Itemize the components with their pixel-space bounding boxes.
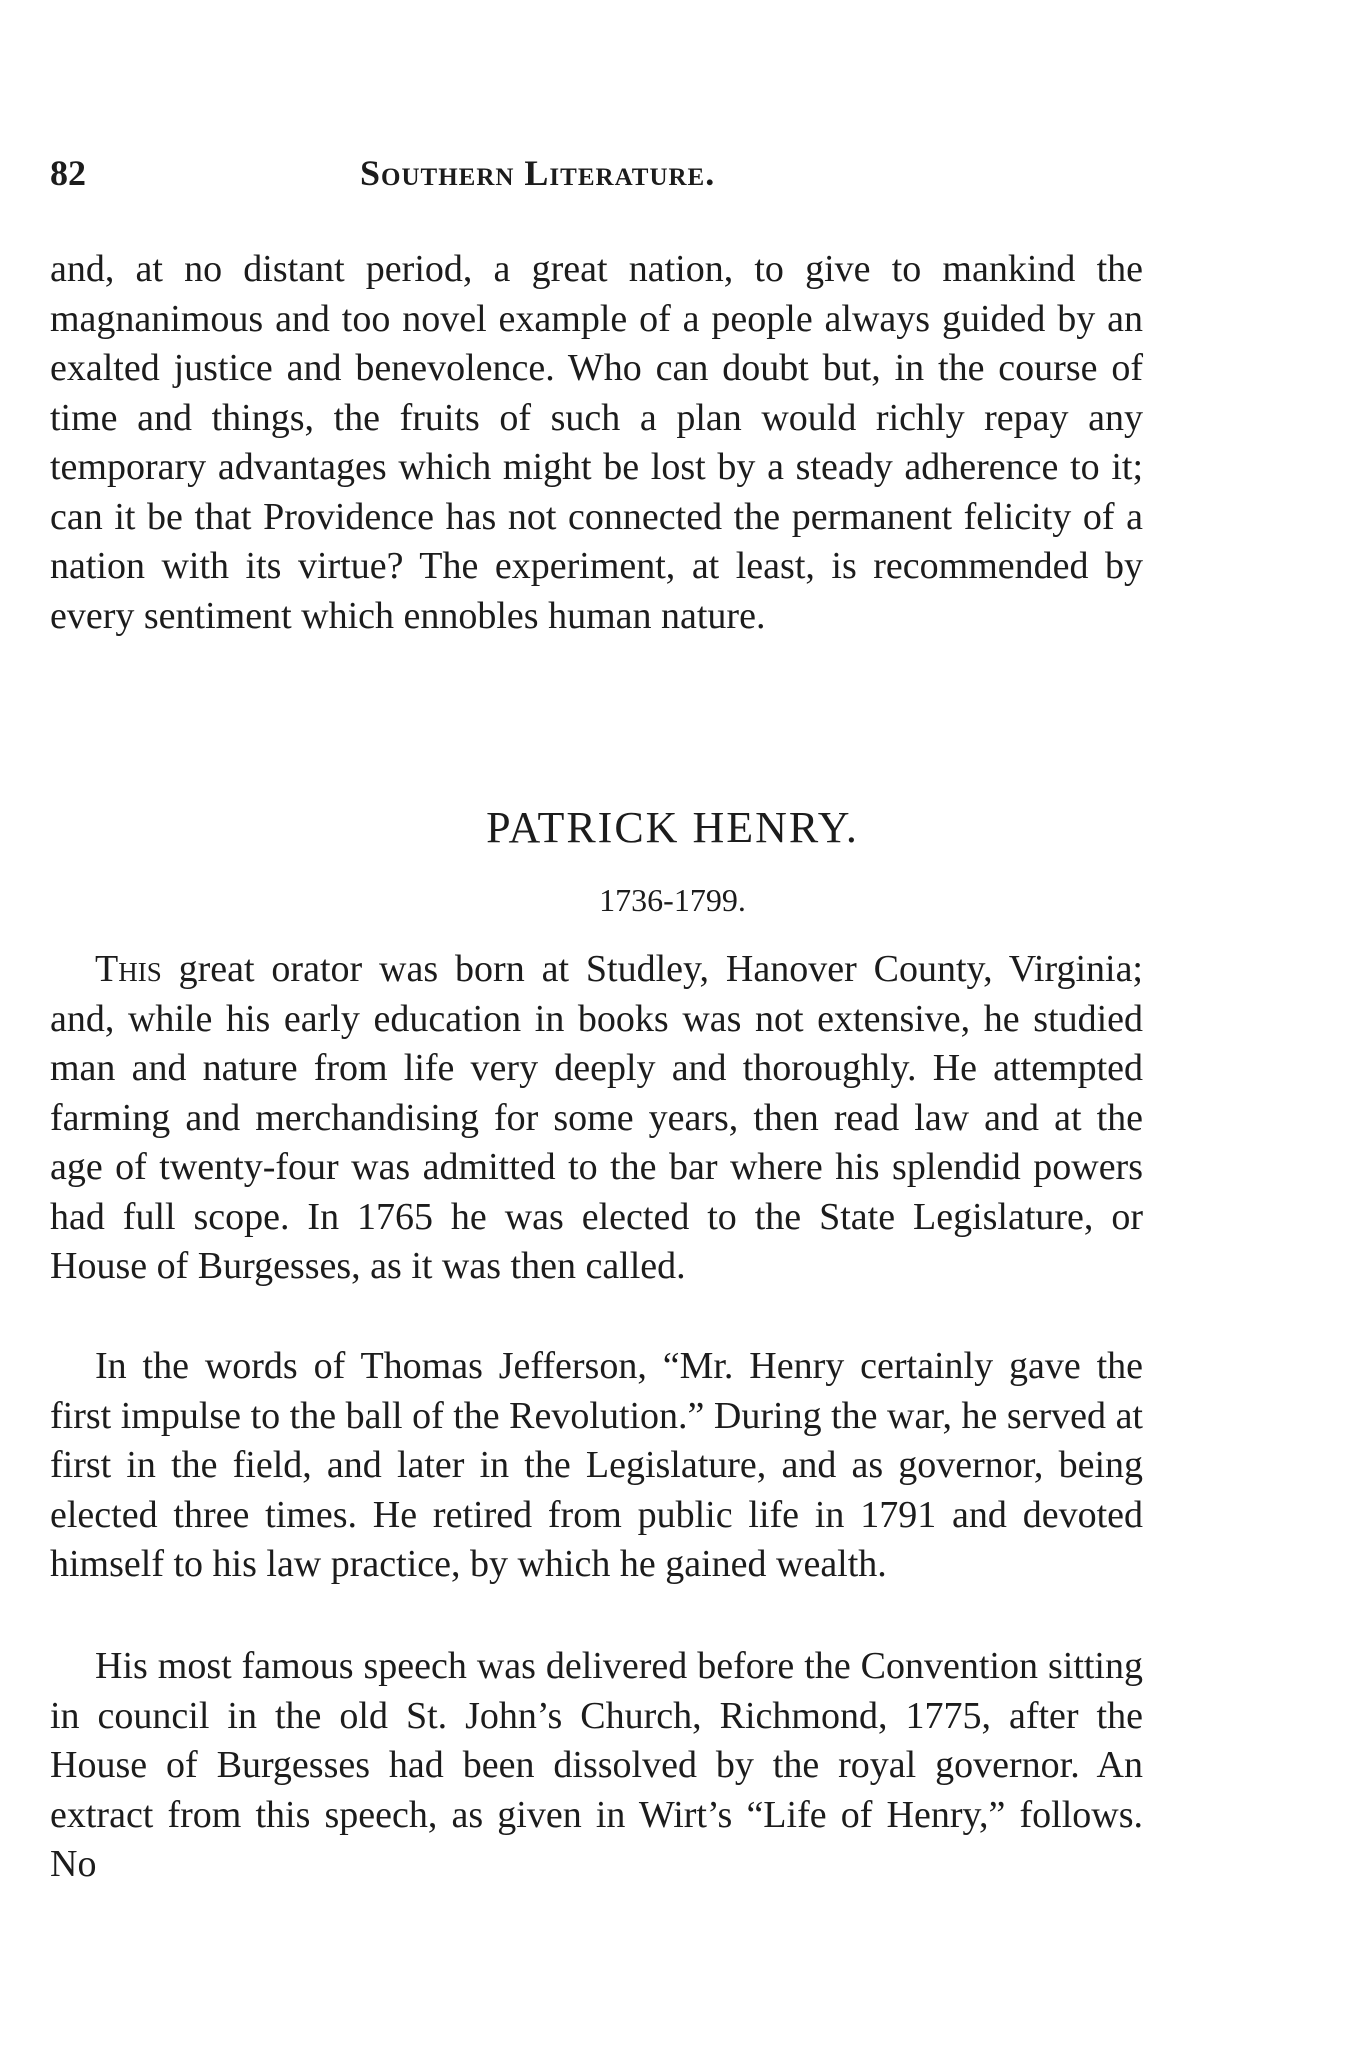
paragraph-famous-speech: His most famous speech was delivered before the Convention sitting in council in the old St. John’s Church, Richmond, 1775, after the House of Burgesses had been dissolved by the royal governor. An extract from this speech, as given in Wirt’s “Life of Henry,” follows. No	[50, 1645, 1143, 1885]
page-header	[50, 152, 1150, 202]
running-title: Southern Literature.	[360, 153, 716, 193]
paragraph-jefferson-quote: In the words of Thomas Jefferson, “Mr. Henry certainly gave the first impulse to the ball of the Revolution.” During the war, he served at first in the field, and later in the Legislature, and as governor, being elected three times. He retired from public life in 1791 and devoted himself to his law practice, by which he gained wealth.	[50, 1345, 1143, 1585]
page-number: 82	[50, 153, 86, 193]
section-title: PATRICK HENRY.	[486, 803, 859, 852]
paragraph-biography-text: great orator was born at Studley, Hanover County, Virginia; and, while his early education in books was not extensive, he studied man and nature from life very deeply and thoroughly. He attempted farming and merchandising for some years, then read law and at the age of twenty-four was admitted to the bar where his splendid powers had full scope. In 1765 he was elected to the State Legislature, or House of Burgesses, as it was then called.	[50, 948, 1143, 1287]
paragraph-biography	[50, 945, 1143, 1292]
paragraph-lead-word: This	[95, 948, 162, 990]
section-dates: 1736-1799.	[599, 882, 746, 918]
paragraph-continuation: and, at no distant period, a great nation, to give to mankind the magnanimous and too novel example of a people always guided by an exalted justice and benevolence. Who can doubt but, in the course of time and things, the fruits of such a plan would richly repay any temporary advantages which might be lost by a steady adherence to it; can it be that Providence has not connected the permanent felicity of a nation with its virtue? The experiment, at least, is recommended by every sentiment which ennobles human nature.	[50, 248, 1143, 637]
